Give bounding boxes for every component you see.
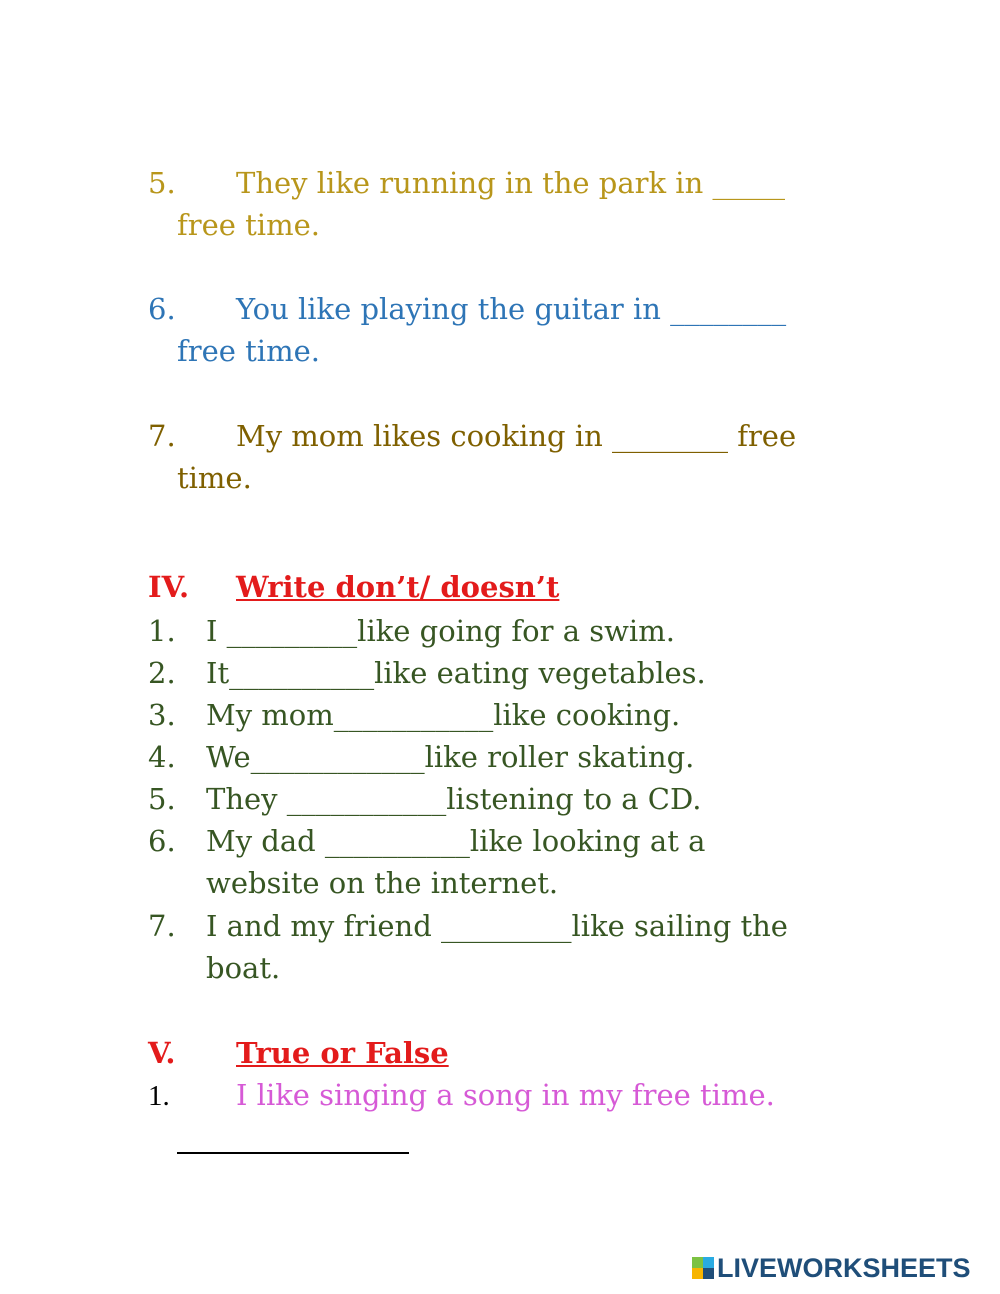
item-text: They like running in the park in _____ [236, 166, 785, 200]
item-number: 1. [148, 1080, 170, 1112]
item-number: 1. [148, 614, 176, 648]
logo-text: LIVEWORKSHEETS [717, 1252, 971, 1283]
section-number: V. [148, 1036, 176, 1070]
item-text: They ___________listening to a CD. [206, 782, 702, 816]
list-item [148, 736, 695, 778]
section-number: IV. [148, 570, 190, 604]
exercise-item-7 [148, 415, 797, 457]
list-item [148, 610, 675, 652]
item-number: 6. [148, 824, 176, 858]
list-item [148, 1074, 775, 1117]
item-number: 2. [148, 656, 176, 690]
item-number: 4. [148, 740, 176, 774]
section-title: True or False [236, 1036, 449, 1070]
exercise-item-5 [148, 162, 785, 204]
answer-blank[interactable] [177, 1152, 409, 1154]
item-number: 3. [148, 698, 176, 732]
item-text: It__________like eating vegetables. [206, 656, 706, 690]
list-item [148, 820, 706, 862]
section-heading-v [148, 1032, 449, 1074]
section-title: Write don’t/ doesn’t [236, 570, 560, 604]
list-item [148, 905, 788, 947]
item-text-continued: boat. [206, 951, 281, 985]
item-text: I like singing a song in my free time. [236, 1078, 775, 1112]
list-item [148, 694, 681, 736]
list-item [148, 652, 706, 694]
item-text-continued: free time. [177, 334, 320, 368]
item-number: 5. [148, 782, 176, 816]
item-text: We____________like roller skating. [206, 740, 695, 774]
item-text: My mom___________like cooking. [206, 698, 681, 732]
liveworksheets-logo [692, 1252, 971, 1284]
item-text: I and my friend _________like sailing the [206, 909, 788, 943]
item-text-continued: website on the internet. [206, 866, 559, 900]
section-heading-iv [148, 566, 560, 608]
item-text: I _________like going for a swim. [206, 614, 675, 648]
list-item [148, 778, 702, 820]
item-text-continued: time. [177, 461, 252, 495]
item-text: My dad __________like looking at a [206, 824, 706, 858]
item-number: 5. [148, 166, 176, 200]
item-number: 6. [148, 292, 176, 326]
item-number: 7. [148, 909, 176, 943]
item-text: My mom likes cooking in ________ free [236, 419, 797, 453]
item-text: You like playing the guitar in ________ [236, 292, 787, 326]
item-number: 7. [148, 419, 176, 453]
item-text-continued: free time. [177, 208, 320, 242]
liveworksheets-logo-icon [692, 1257, 714, 1279]
exercise-item-6 [148, 288, 787, 330]
